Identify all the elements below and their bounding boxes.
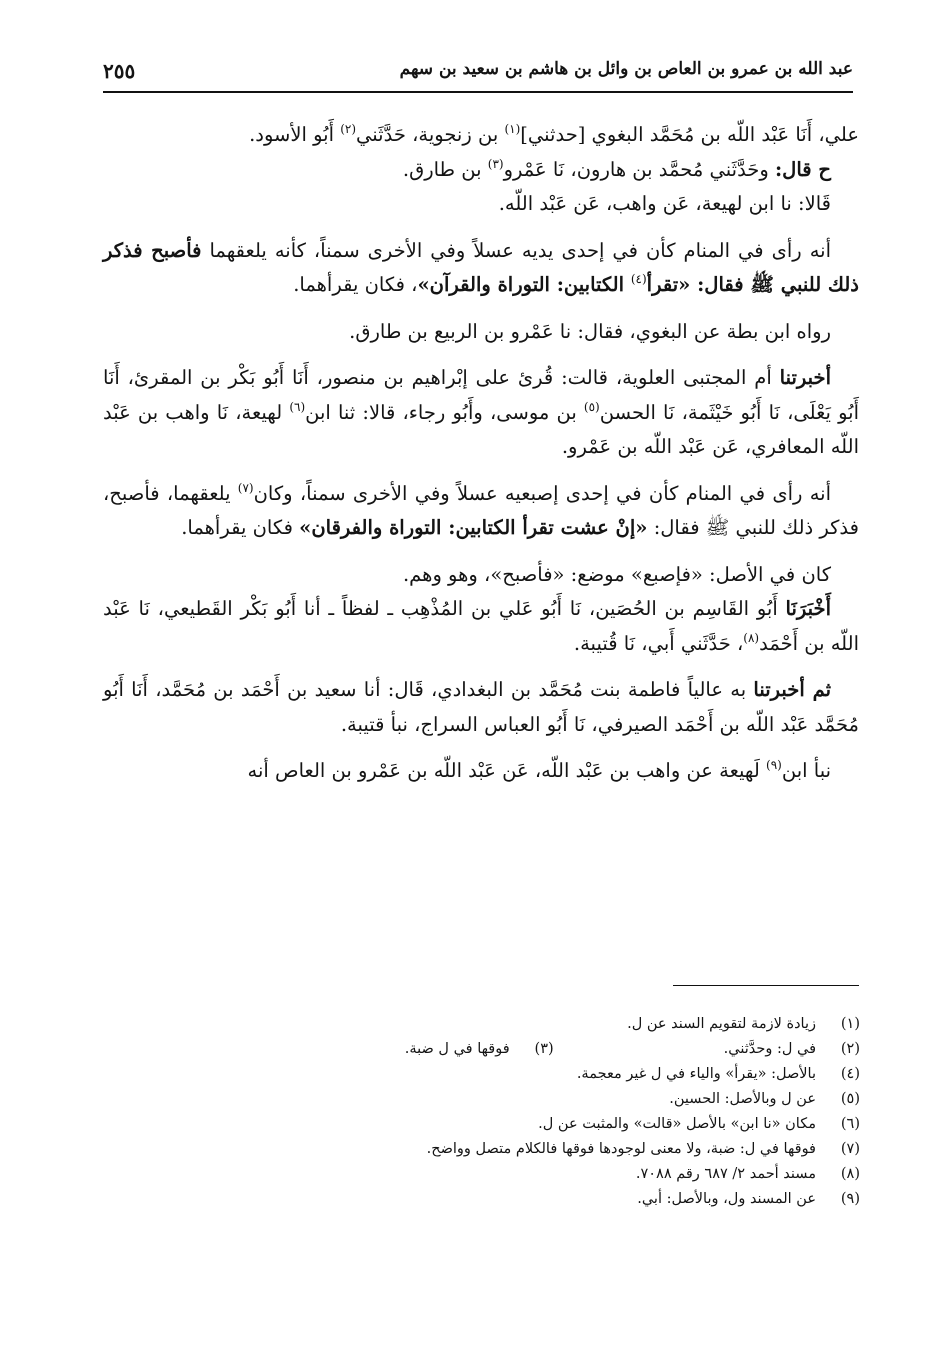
- footnote-ref-5: (٥): [583, 399, 600, 414]
- text-run: أَبُو القَاسِم بن الحُصَين، نَا أَبُو عَلي بن المُذْهِب ـ لفظاً ـ أنا أَبُو بَكْر القَطيعي، نَا عَبْد اللّه بن أَحْمَد: [103, 597, 859, 655]
- footnote-ref-8: (٨): [743, 630, 760, 645]
- running-title: عبد الله بن عمرو بن العاص بن وائل بن هاشم بن سعيد بن سهم: [399, 59, 853, 79]
- paragraph-9: [103, 592, 859, 661]
- text-run: أنه رأى في المنام كأن في إحدى إصبعيه عسلاً وفي الأخرى سمناً، وكان: [253, 481, 831, 505]
- paragraph-2: [103, 153, 859, 188]
- page-number: ٢٥٥: [103, 59, 136, 83]
- text-run: أنه رأى في المنام كأن في إحدى يديه عسلاً وفي الأخرى سمناً، كأنه يلعقهما: [201, 238, 831, 262]
- text-run: لَهيعة عن واهب بن عَبْد اللّه، عَن عَبْد اللّه بن عَمْرو بن العاص أنه: [247, 759, 767, 782]
- text-run: أم المجتبى العلوية، قالت: قُرئ على إبْراهيم بن منصور، أَنَا أَبُو بَكْر بن المقرئ، أَنَا أَبُو يَعْلَى، نَا أَبُو خَيْثَمة، نَا الحسن: [103, 366, 860, 424]
- paragraph-5: رواه ابن بطة عن البغوي، فقال: نا عَمْرو بن الربيع بن طارق.: [349, 319, 831, 343]
- footnote-text: عن المسند ول، وبالأصل: أبي.: [637, 1191, 816, 1207]
- paragraph-8: كان في الأصل: «فإصبع» موضع: «فأصبح»، وهو وهم.: [402, 562, 831, 586]
- footnote-text: مسند أحمد ٢/ ٦٨٧ رقم ٧٠٨٨.: [635, 1166, 816, 1182]
- footnote-number: (٥): [840, 1091, 860, 1107]
- text-run: يلعقهما، فأصبح، فذكر ذلك للنبي ﷺ فقال:: [103, 481, 859, 539]
- footnote-number: (٧): [840, 1141, 860, 1157]
- paragraph-4: [103, 234, 859, 303]
- text-run: نبأ ابن: [781, 759, 831, 782]
- footnote-text: عن ل وبالأصل: الحسين.: [669, 1091, 816, 1107]
- text-run: ، فكان يقرأهما.: [293, 273, 418, 296]
- bold-lead: أخبرتنا: [779, 366, 831, 389]
- footnote-separator: [673, 985, 859, 986]
- footnote-number: (٦): [840, 1116, 860, 1132]
- paragraph-7: [103, 477, 859, 546]
- bold-run: الكتابين: التوراة والقرآن»: [417, 273, 631, 296]
- paragraph-10: [103, 673, 859, 742]
- footnote-1: [120, 1012, 860, 1037]
- footnote-text: فوقها في ل ضبة.: [404, 1041, 510, 1057]
- text-run: بن زنجوية، حَدَّثَني: [356, 123, 505, 146]
- bold-lead: ح قال:: [774, 157, 831, 181]
- running-header: [103, 55, 853, 93]
- footnote-text: مكان «نا ابن» بالأصل «قالت» والمثبت عن ل.: [538, 1116, 816, 1132]
- footnote-number: (٨): [840, 1166, 860, 1182]
- text-run: فكان يقرأهما.: [181, 516, 300, 539]
- footnote-6: [120, 1112, 860, 1137]
- paragraph-6: [103, 361, 859, 465]
- footnote-ref-3: (٣): [487, 156, 504, 171]
- footnote-text: فوقها في ل: ضبة، ولا معنى لوجودها فوقها فالكلام متصل وواضح.: [426, 1141, 816, 1157]
- footnote-9: [120, 1187, 860, 1212]
- footnote-text: زيادة لازمة لتقويم السند عن ل.: [627, 1016, 816, 1032]
- footnote-text: بالأصل: «يقرأ» والياء في ل غير معجمة.: [576, 1066, 816, 1082]
- text-run: أَبُو الأسود.: [249, 123, 341, 146]
- text-run: بن موسى، وأَبُو رجاء، قالا: ثنا ابن: [305, 400, 584, 424]
- bold-run: «إنْ عشت تقرأ الكتابين: التوراة والفرقان»: [299, 516, 648, 539]
- footnote-number: (٢): [840, 1041, 860, 1057]
- text-run: وحَدَّثَني مُحمَّد بن هارون، نَا عَمْرو: [503, 157, 775, 181]
- footnote-number: (٣): [534, 1041, 554, 1057]
- main-text: [103, 118, 859, 789]
- footnote-8: [120, 1162, 860, 1187]
- footnote-ref-7: (٧): [237, 480, 254, 495]
- paragraph-3: قَالا: نا ابن لهيعة، عَن واهب، عَن عَبْد اللّه.: [498, 192, 831, 215]
- text-run: علي، أَنَا عَبْد اللّه بن مُحَمَّد البغوي [حدثني]: [520, 123, 859, 146]
- footnote-7: [120, 1137, 860, 1162]
- bold-run: فأصبح فذكر ذلك للنبي ﷺ فقال: «تقرأ: [103, 238, 859, 296]
- footnotes: [120, 1012, 860, 1212]
- bold-lead: ثم أخبرتنا: [753, 678, 831, 701]
- text-run: بن طارق.: [402, 157, 488, 181]
- footnote-ref-1: (١): [504, 122, 521, 136]
- footnote-2-3: [120, 1037, 860, 1062]
- footnote-number: (١): [840, 1016, 860, 1032]
- footnote-5: [120, 1087, 860, 1112]
- footnote-number: (٩): [840, 1191, 860, 1207]
- bold-lead: أَخْبَرَنَا: [785, 597, 831, 620]
- footnote-ref-6: (٦): [289, 399, 306, 414]
- paragraph-1: [103, 118, 859, 153]
- footnote-ref-2: (٢): [340, 122, 357, 136]
- text-run: لهيعة، نَا واهب بن عَبْد اللّه المعافري، عَن عَبْد اللّه بن عَمْرو.: [103, 400, 859, 458]
- footnote-4: [120, 1062, 860, 1087]
- text-run: به عالياً فاطمة بنت مُحَمَّد بن البغدادي، قَال: أنا سعيد بن أَحْمَد بن مُحَمَّد، أَنَا أَبُو مُحَمَّد عَبْد اللّه بن أَحْمَد الصيرفي، نَا أَبُو العباس السراج، نبأ قتيبة.: [103, 678, 859, 736]
- footnote-ref-9: (٩): [766, 758, 782, 772]
- footnote-number: (٤): [840, 1066, 860, 1082]
- footnote-text: في ل: وحدَّثني.: [723, 1041, 816, 1057]
- footnote-ref-4: (٤): [630, 272, 647, 286]
- paragraph-11: [103, 754, 859, 789]
- text-run: ، حَدَّثَني أَبي، نَا قُتيبة.: [573, 631, 744, 655]
